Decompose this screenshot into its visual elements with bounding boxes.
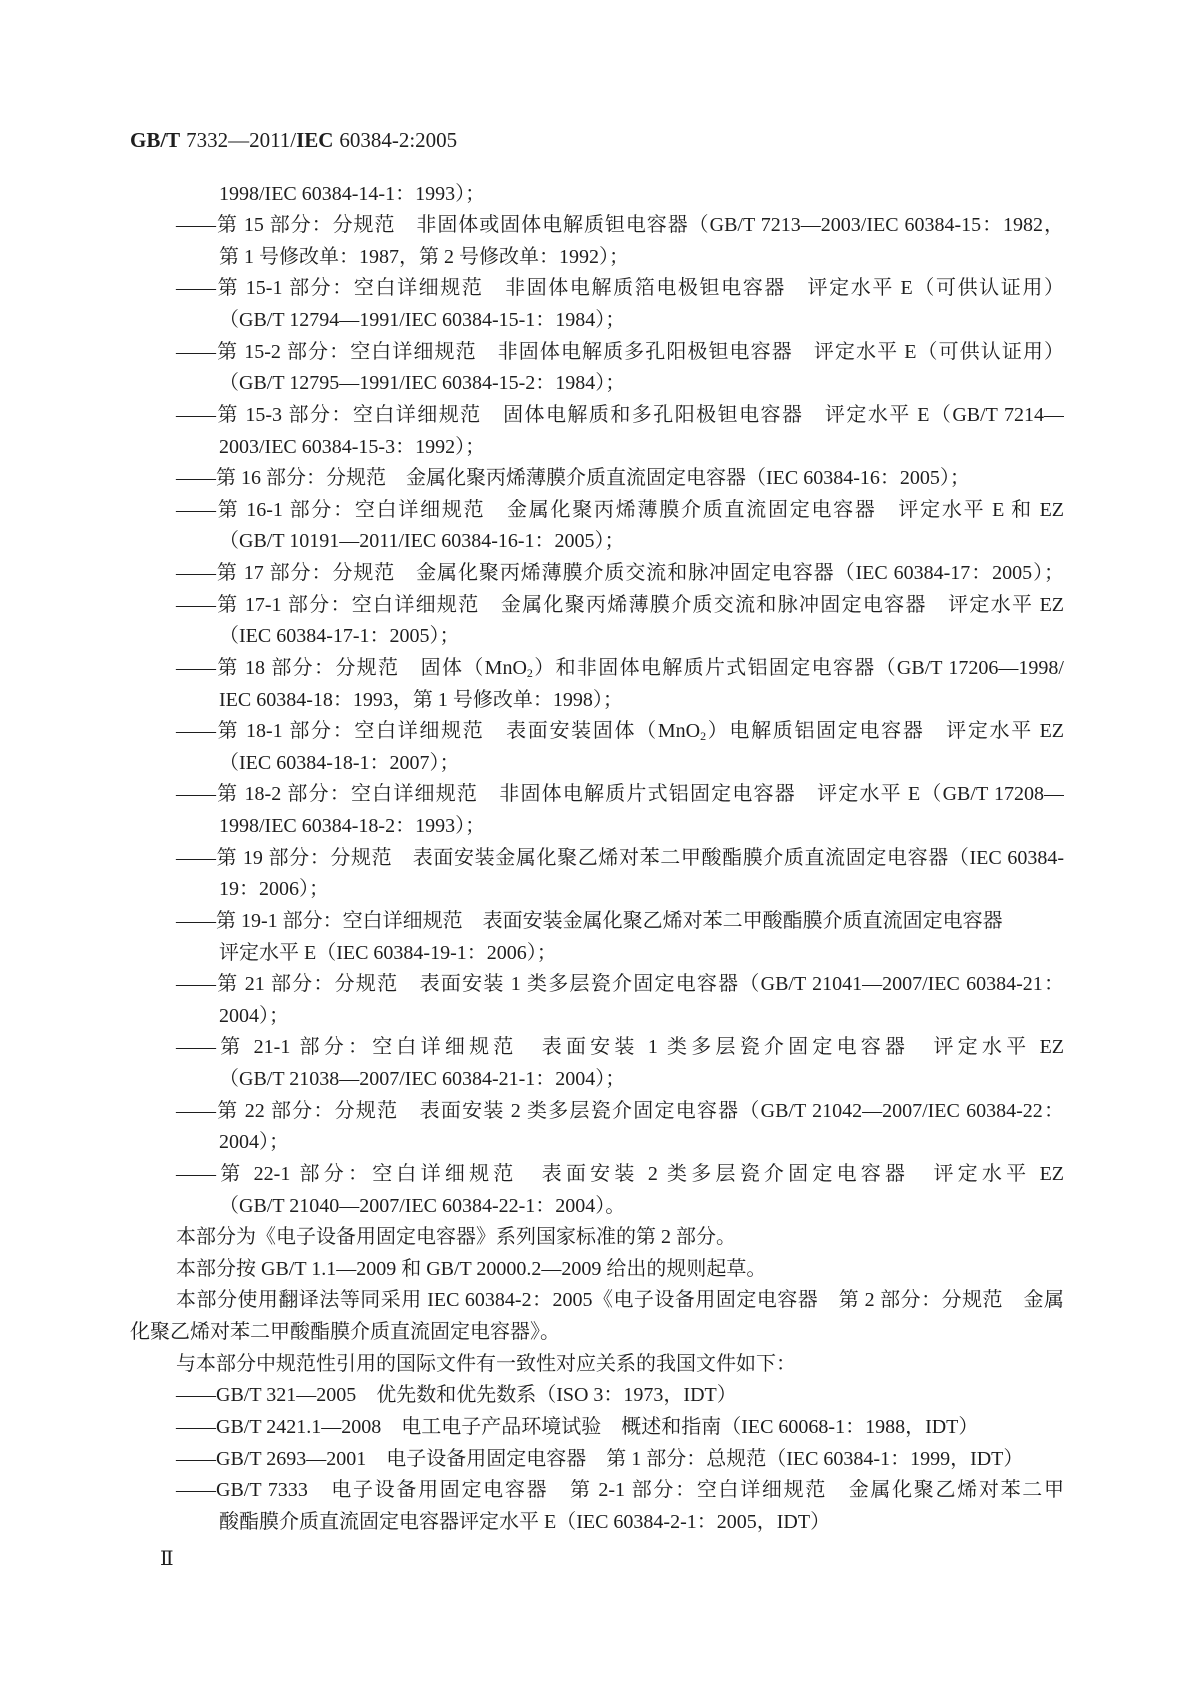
series-part-entry [130,495,1064,558]
foreword-paragraph [130,1349,1064,1381]
entry-continuation-line: 1998/IEC 60384-14-1：1993）； [219,182,486,205]
running-header [130,126,457,154]
entry-first-line: ——第 16 部分：分规范 金属化聚丙烯薄膜介质直流固定电容器（IEC 60384-16：2005）； [176,467,970,490]
series-part-entry [130,906,1064,969]
entry-continuation-line: 2004）； [219,1131,289,1154]
header-adopted-prefix: IEC [296,128,334,152]
document-body [130,179,1064,1539]
entry-continuation-line: （GB/T 12795—1991/IEC 60384-15-2：1984）； [219,372,626,395]
entry-first-line: ——第 15-2 部分：空白详细规范 非固体电解质多孔阳极钽电容器 评定水平 E（可供认证用） [176,340,1064,363]
chemical-subscript: 2 [700,729,707,744]
header-adopted-number: 60384-2:2005 [339,128,458,152]
entry-continuation-line: IEC 60384-18：1993，第 1 号修改单：1998）； [219,688,623,711]
line-text-before-subscript: ——第 18-1 部分：空白详细规范 表面安装固体（MnO [176,720,701,743]
entry-first-line: ——第 21-1 部分：空白详细规范 表面安装 1 类多层瓷介固定电容器 评定水平 EZ [176,1036,1064,1059]
series-part-entry [130,969,1064,1032]
entry-first-line: ——第 15-3 部分：空白详细规范 固体电解质和多孔阳极钽电容器 评定水平 E（GB/T 7214— [176,403,1064,426]
line-text-before-subscript: ——第 18 部分：分规范 固体（MnO [176,656,527,679]
paragraph-line: 化聚乙烯对苯二甲酸酯膜介质直流固定电容器》。 [130,1321,560,1344]
standard-series-list [130,179,1064,1223]
entry-continuation-line: 2004）； [219,1004,289,1027]
series-part-entry [130,716,1064,779]
paragraph-line: 与本部分中规范性引用的国际文件有一致性对应关系的我国文件如下： [176,1352,796,1375]
page-number: Ⅱ [160,1548,174,1570]
foreword-paragraph [130,1285,1064,1348]
entry-continuation-line: （GB/T 12794—1991/IEC 60384-15-1：1984）； [219,309,626,332]
entry-continuation-line: （IEC 60384-17-1：2005）； [219,625,460,648]
paragraph-line: 本部分为《电子设备用固定电容器》系列国家标准的第 2 部分。 [176,1226,736,1249]
line-text-after-subscript: ）电解质铝固定电容器 评定水平 EZ [706,720,1064,743]
series-part-entry [130,590,1064,653]
line-text-after-subscript: ）和非固体电解质片式铝固定电容器（GB/T 17206—1998/ [532,656,1064,679]
chemical-subscript: 2 [526,665,533,680]
series-part-entry [130,1096,1064,1159]
entry-continuation-line: （GB/T 21040—2007/IEC 60384-22-1：2004）。 [219,1194,626,1217]
entry-first-line: ——GB/T 2421.1—2008 电工电子产品环境试验 概述和指南（IEC 60068-1：1988，IDT） [176,1415,979,1438]
header-code-prefix: GB/T [130,128,181,152]
entry-first-line: ——GB/T 321—2005 优先数和优先数系（ISO 3：1973，IDT） [176,1384,737,1407]
series-part-entry [130,273,1064,336]
series-part-entry [130,779,1064,842]
series-part-entry [130,337,1064,400]
paragraph-line: 本部分按 GB/T 1.1—2009 和 GB/T 20000.2—2009 给出的规则起草。 [176,1257,767,1280]
series-part-entry [130,1032,1064,1095]
entry-continuation-line: （GB/T 10191—2011/IEC 60384-16-1：2005）； [219,530,625,553]
entry-continuation-line: （IEC 60384-18-1：2007）； [219,751,460,774]
corresponding-document-entry [130,1380,1064,1412]
entry-first-line: ——第 17 部分：分规范 金属化聚丙烯薄膜介质交流和脉冲固定电容器（IEC 60384-17：2005）； [176,562,1064,585]
foreword-paragraph [130,1254,1064,1286]
series-part-entry [130,653,1064,716]
corresponding-document-entry [130,1475,1064,1538]
entry-first-line: ——第 22 部分：分规范 表面安装 2 类多层瓷介固定电容器（GB/T 21042—2007/IEC 60384-22： [176,1099,1064,1122]
entry-first-line: ——第 15-1 部分：空白详细规范 非固体电解质箔电极钽电容器 评定水平 E（可供认证用） [176,277,1064,300]
entry-first-line: ——第 19-1 部分：空白详细规范 表面安装金属化聚乙烯对苯二甲酸酯膜介质直流固定电容器 [176,909,1003,932]
entry-continuation-line: 2003/IEC 60384-15-3：1992）； [219,435,486,458]
entry-continuation-line: 第 1 号修改单：1987，第 2 号修改单：1992）； [219,245,629,268]
entry-continuation-line: 1998/IEC 60384-18-2：1993）； [219,815,486,838]
corresponding-document-entry [130,1444,1064,1476]
entry-first-line: ——第 21 部分：分规范 表面安装 1 类多层瓷介固定电容器（GB/T 21041—2007/IEC 60384-21： [176,973,1064,996]
series-part-entry [130,400,1064,463]
entry-first-line: ——GB/T 7333 电子设备用固定电容器 第 2-1 部分：空白详细规范 金属化聚乙烯对苯二甲 [176,1479,1064,1502]
paragraph-line: 本部分使用翻译法等同采用 IEC 60384-2：2005《电子设备用固定电容器 第 2 部分：分规范 金属 [176,1289,1064,1312]
series-part-entry [130,1159,1064,1222]
entry-first-line: ——GB/T 2693—2001 电子设备用固定电容器 第 1 部分：总规范（IEC 60384-1：1999，IDT） [176,1447,1024,1470]
corresponding-documents-list [130,1380,1064,1538]
entry-first-line: ——第 15 部分：分规范 非固体或固体电解质钽电容器（GB/T 7213—2003/IEC 60384-15：1982， [176,214,1064,237]
entry-first-line: ——第 17-1 部分：空白详细规范 金属化聚丙烯薄膜介质交流和脉冲固定电容器 评定水平 EZ [176,593,1064,616]
series-part-entry [130,558,1064,590]
entry-continuation-line: 19：2006）； [219,878,329,901]
entry-continuation-line: 评定水平 E（IEC 60384-19-1：2006）； [219,941,557,964]
corresponding-document-entry [130,1412,1064,1444]
entry-first-line: ——第 22-1 部分：空白详细规范 表面安装 2 类多层瓷介固定电容器 评定水平 EZ [176,1162,1064,1185]
series-part-entry [130,843,1064,906]
foreword-section [130,1222,1064,1380]
series-part-entry-continued [130,179,1064,211]
header-code-number: 7332—2011/ [186,128,297,152]
entry-first-line [130,653,1064,685]
entry-first-line: ——第 18-2 部分：空白详细规范 非固体电解质片式铝固定电容器 评定水平 E（GB/T 17208— [176,783,1064,806]
entry-first-line [130,716,1064,748]
entry-first-line: ——第 16-1 部分：空白详细规范 金属化聚丙烯薄膜介质直流固定电容器 评定水平 E 和 EZ [176,498,1064,521]
entry-continuation-line: （GB/T 21038—2007/IEC 60384-21-1：2004）； [219,1068,626,1091]
series-part-entry [130,210,1064,273]
entry-continuation-line: 酸酯膜介质直流固定电容器评定水平 E（IEC 60384-2-1：2005，IDT） [219,1510,831,1533]
series-part-entry [130,463,1064,495]
foreword-paragraph [130,1222,1064,1254]
entry-first-line: ——第 19 部分：分规范 表面安装金属化聚乙烯对苯二甲酸酯膜介质直流固定电容器（IEC 60384- [176,846,1064,869]
